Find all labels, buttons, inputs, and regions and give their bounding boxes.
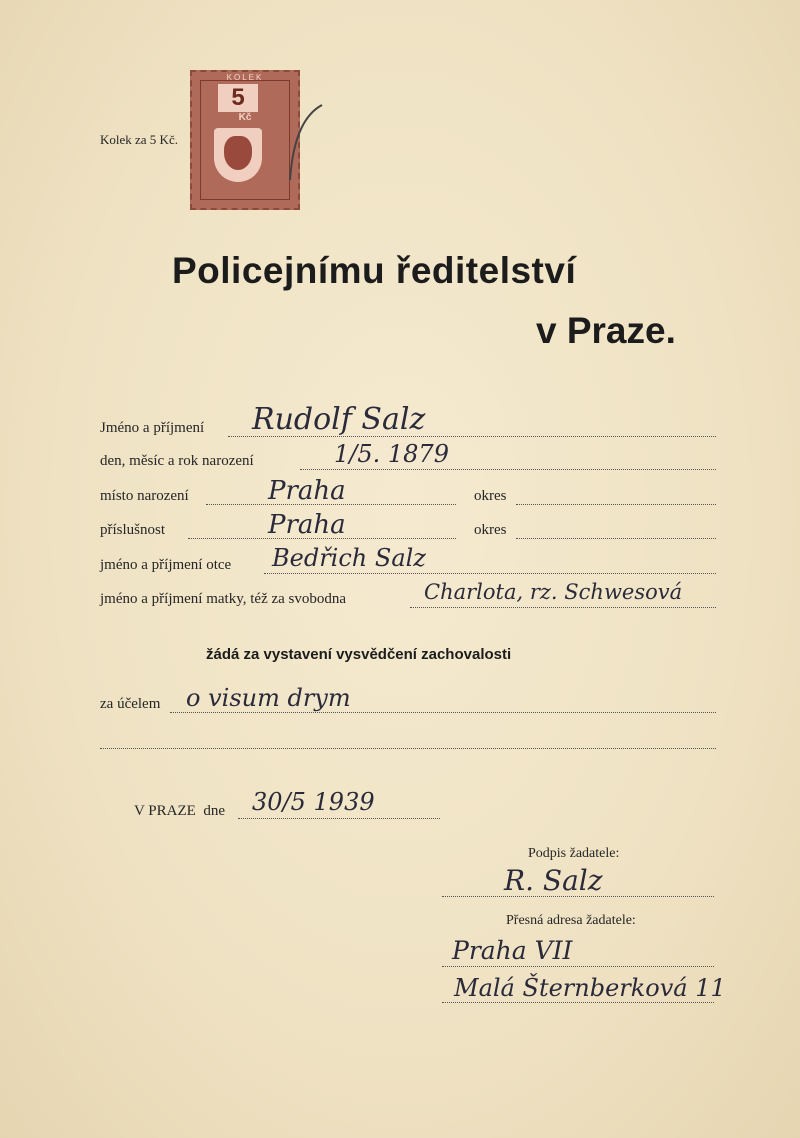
cancellation-mark-icon	[282, 100, 332, 190]
purpose-label: za účelem	[100, 696, 161, 712]
domicile-value: Praha	[268, 510, 346, 540]
domicile-okres-label: okres	[474, 522, 507, 538]
stamp-currency: Kč	[238, 112, 252, 123]
domicile-label: příslušnost	[100, 522, 166, 538]
date-value: 30/5 1939	[252, 788, 375, 816]
father-value: Bedřich Salz	[272, 544, 426, 572]
birth-date-label: den, měsíc a rok narození	[100, 453, 254, 469]
stamp-note: Kolek za 5 Kč.	[100, 132, 178, 147]
lion-icon	[224, 136, 252, 170]
signature-label: Podpis žadatele:	[528, 846, 620, 861]
date-label: V PRAZE dne	[134, 803, 225, 819]
birthplace-okres-label: okres	[474, 488, 507, 504]
stamp-value: 5	[218, 84, 258, 112]
birthplace-value: Praha	[268, 476, 346, 506]
mother-value: Charlota, rz. Schwesová	[424, 580, 683, 604]
name-label: Jméno a příjmení	[100, 420, 205, 436]
name-value: Rudolf Salz	[252, 402, 426, 437]
address-line-1: Praha VII	[452, 936, 573, 965]
signature-value: R. Salz	[504, 864, 603, 897]
stamp-top-text: KOLEK	[226, 73, 264, 82]
birthplace-label: místo narození	[100, 488, 189, 504]
address-label: Přesná adresa žadatele:	[506, 913, 636, 928]
mother-label: jméno a příjmení matky, též za svobodna	[100, 591, 347, 607]
purpose-value: o visum drym	[186, 684, 351, 712]
father-label: jméno a příjmení otce	[100, 557, 232, 573]
title-line-2: v Praze.	[536, 310, 676, 351]
title-line-1: Policejnímu ředitelství	[172, 250, 577, 291]
address-line-2: Malá Šternberková 11	[454, 974, 726, 1002]
request-text: žádá za vystavení vysvědčení zachovalosti	[206, 646, 512, 663]
birth-date-value: 1/5. 1879	[334, 440, 449, 468]
